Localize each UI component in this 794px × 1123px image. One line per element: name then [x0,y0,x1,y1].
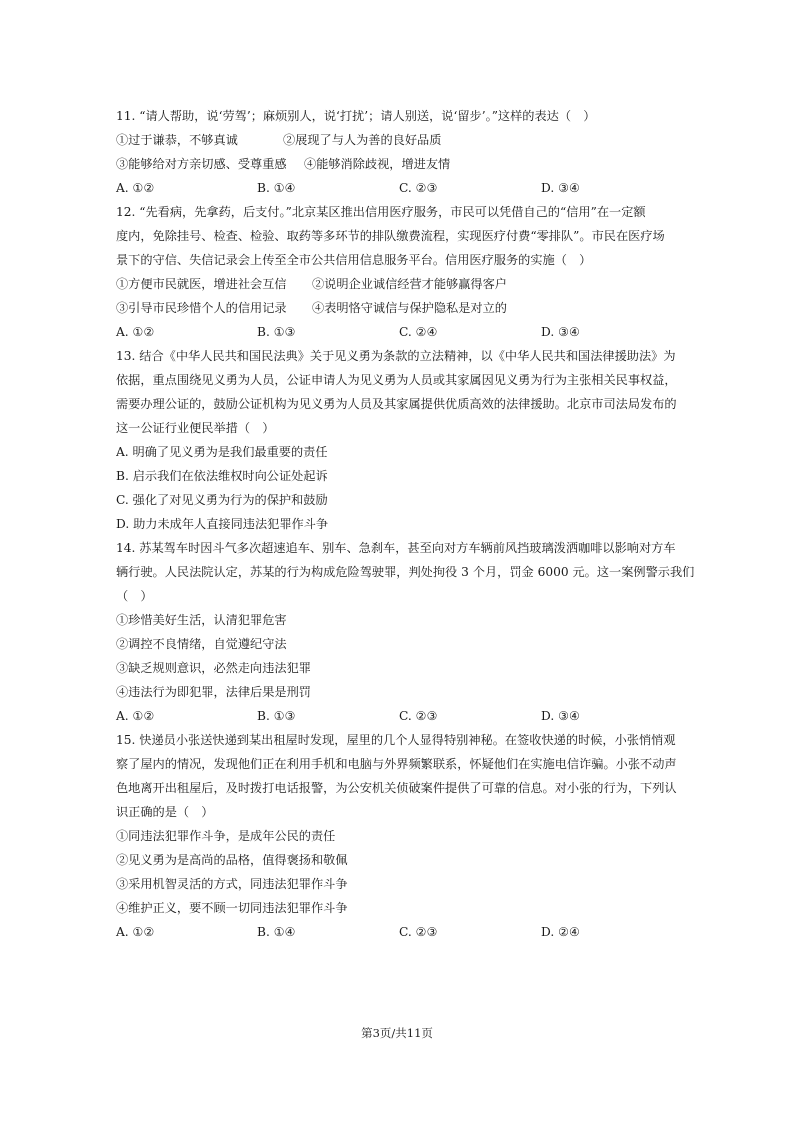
option-d[interactable]: D. ③④ [541,181,580,195]
statement-2: ②展现了与人为善的良好品质 [283,133,442,147]
statement-2: ②说明企业诚信经营才能够赢得客户 [312,277,507,291]
question-12 [116,200,696,344]
question-stem-line: （ ） [116,589,153,603]
option-c[interactable]: C. ②③ [399,709,438,723]
answer-options [116,176,696,200]
option-d[interactable]: D. ③④ [541,709,580,723]
option-b[interactable]: B. ①③ [257,325,296,339]
option-a[interactable]: A. ①② [116,325,155,339]
question-11 [116,104,696,200]
option-b[interactable]: B. ①④ [257,925,296,939]
question-stem-line: 察了屋内的情况，发现他们正在利用手机和电脑与外界频繁联系，怀疑他们在实施电信诈骗。小张不动声 [116,757,677,771]
answer-options [116,320,696,344]
option-a[interactable]: A. ①② [116,181,155,195]
statement-1: ①方便市民就医，增进社会互信 [116,277,287,291]
statement-4: ④违法行为即犯罪，法律后果是刑罚 [116,685,311,699]
question-stem-line: 依据，重点围绕见义勇为人员，公证申请人为见义勇为人员或其家属因见义勇为行为主张相关民事权益， [116,373,677,387]
option-d[interactable]: D. ②④ [541,925,580,939]
statement-2: ②调控不良情绪，自觉遵纪守法 [116,637,287,651]
statement-1: ①珍惜美好生活，认清犯罪危害 [116,613,287,627]
page-number: 第3页/共11页 [361,1026,433,1040]
question-stem-line: 辆行驶。人民法院认定，苏某的行为构成危险驾驶罪，判处拘役 3 个月，罚金 6000 元。这一案例警示我们 [116,565,695,579]
statement-4: ④能够消除歧视，增进友情 [304,157,451,171]
statement-4: ④维护正义，要不顾一切同违法犯罪作斗争 [116,901,348,915]
question-stem-line: 景下的守信、失信记录会上传至全市公共信用信息服务平台。信用医疗服务的实施（ ） [116,253,592,267]
question-stem-line: 需要办理公证的，鼓励公证机构为见义勇为人员及其家属提供优质高效的法律援助。北京市司法局发布的 [116,397,677,411]
question-stem-line: 色地离开出租屋后，及时拨打电话报警，为公安机关侦破案件提供了可靠的信息。对小张的行为，下列认 [116,781,677,795]
answer-options [116,920,696,944]
question-stem-line: 12. “先看病，先拿药，后支付。”北京某区推出信用医疗服务，市民可以凭借自己的“信用”在一定额 [116,205,646,219]
question-stem: 11. “请人帮助，说‘劳驾’；麻烦别人，说‘打扰’；请人别送，说‘留步’。”这样的表达（ ） [116,109,596,123]
statement-3: ③引导市民珍惜个人的信用记录 [116,301,287,315]
question-stem-line: 度内，免除挂号、检查、检验、取药等多环节的排队缴费流程，实现医疗付费“零排队”。市民在医疗场 [116,229,665,243]
question-14 [116,536,696,728]
statement-3: ③采用机智灵活的方式，同违法犯罪作斗争 [116,877,348,891]
statement-1: ①同违法犯罪作斗争，是成年公民的责任 [116,829,336,843]
option-c[interactable]: C. ②③ [399,925,438,939]
statement-3: ③缺乏规则意识，必然走向违法犯罪 [116,661,311,675]
option-c[interactable]: C. 强化了对见义勇为行为的保护和鼓励 [116,493,328,507]
question-15 [116,728,696,944]
question-list [116,104,696,944]
statement-1: ①过于谦恭，不够真诚 [116,133,238,147]
question-stem-line: 这一公证行业便民举措（ ） [116,421,275,435]
question-stem-line: 识正确的是（ ） [116,805,214,819]
answer-options [116,704,696,728]
question-stem-line: 14. 苏某驾车时因斗气多次超速追车、别车、急刹车，甚至向对方车辆前风挡玻璃泼洒咖啡以影响对方车 [116,541,676,555]
question-stem-line: 15. 快递员小张送快递到某出租屋时发现，屋里的几个人显得特别神秘。在签收快递的时候，小张悄悄观 [116,733,676,747]
option-a[interactable]: A. 明确了见义勇为是我们最重要的责任 [116,445,328,459]
option-c[interactable]: C. ②③ [399,181,438,195]
option-b[interactable]: B. ①④ [257,181,296,195]
statement-2: ②见义勇为是高尚的品格，值得褒扬和敬佩 [116,853,348,867]
option-d[interactable]: D. ③④ [541,325,580,339]
option-a[interactable]: A. ①② [116,709,155,723]
option-d[interactable]: D. 助力未成年人直接同违法犯罪作斗争 [116,517,329,531]
option-c[interactable]: C. ②④ [399,325,438,339]
statement-3: ③能够给对方亲切感、受尊重感 [116,157,287,171]
question-stem-line: 13. 结合《中华人民共和国民法典》关于见义勇为条款的立法精神，以《中华人民共和国法律援助法》为 [116,349,676,363]
option-b[interactable]: B. ①③ [257,709,296,723]
question-13 [116,344,696,536]
option-b[interactable]: B. 启示我们在依法维权时向公证处起诉 [116,469,328,483]
statement-4: ④表明恪守诚信与保护隐私是对立的 [312,301,507,315]
option-a[interactable]: A. ①② [116,925,155,939]
